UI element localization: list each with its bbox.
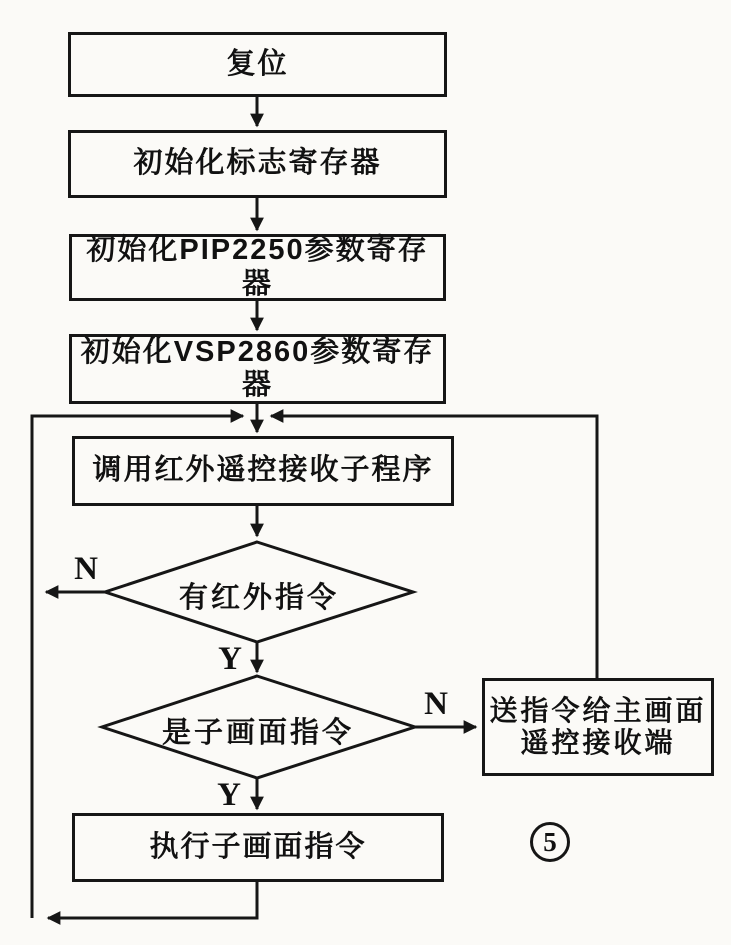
node-init-pip2250-box	[69, 234, 446, 301]
node-exec-sub-picture-label: 执行子画面指令	[149, 830, 367, 863]
node-call-ir-subroutine-label: 调用红外遥控接收子程序	[92, 454, 434, 487]
node-exec-sub-picture-box	[72, 813, 444, 882]
node-send-to-main-picture-box	[482, 678, 714, 776]
decision-is-sub-picture-command-label: 是子画面指令	[161, 717, 354, 749]
branch-label-decision2-no: N	[424, 686, 448, 722]
node-init-pip2250-label: 初始化PIP2250参数寄存器	[86, 234, 429, 300]
node-init-vsp2860-label: 初始化VSP2860参数寄存器	[80, 335, 435, 401]
branch-label-decision2-yes: Y	[217, 777, 241, 813]
node-init-flag-register-label: 初始化标志寄存器	[133, 147, 382, 180]
connector-exec-sub-to-left-loop	[48, 882, 257, 918]
figure-number-label: 5	[543, 826, 557, 857]
node-send-to-main-picture-line1: 送指令给主画面	[489, 694, 707, 726]
branch-label-decision1-yes: Y	[218, 641, 242, 677]
branch-label-decision1-no: N	[74, 551, 98, 587]
decision-has-ir-command-label: 有红外指令	[178, 582, 339, 614]
node-reset-label: 复位	[226, 47, 289, 80]
figure-number-badge	[530, 822, 570, 862]
node-init-flag-register-box	[68, 130, 447, 198]
node-call-ir-subroutine-box	[72, 436, 454, 506]
node-init-vsp2860-box	[69, 334, 446, 404]
node-reset-box	[68, 32, 447, 97]
node-send-to-main-picture-line2: 遥控接收端	[520, 727, 676, 758]
